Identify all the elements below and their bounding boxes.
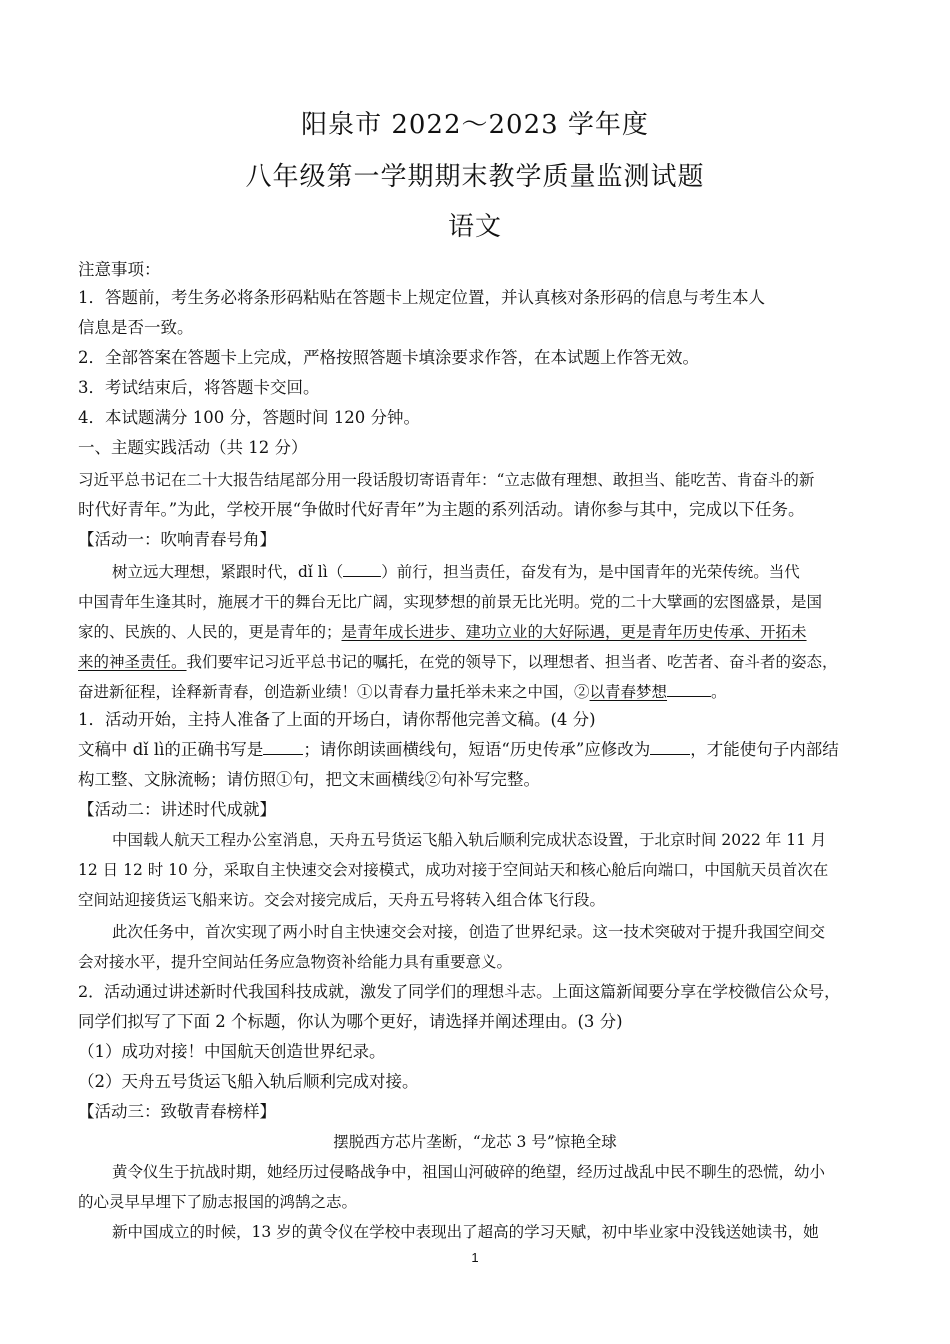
activity-2-heading: 【活动二：讲述时代成就】: [78, 800, 276, 819]
answer-blank[interactable]: [343, 562, 381, 577]
passage-1-line-3: [78, 622, 878, 642]
question-1-text: ；请你朗读画横线句，短语“历史传承”应修改为: [303, 740, 651, 759]
exam-title-subject: 语文: [447, 212, 502, 242]
underlined-sentence: 来的神圣责任。: [78, 653, 187, 671]
article-title: 摆脱西方芯片垄断，“龙芯 3 号”惊艳全球: [333, 1133, 617, 1151]
answer-blank[interactable]: [263, 740, 303, 755]
notice-item-4: 4．本试题满分 100 分，答题时间 120 分钟。: [78, 408, 420, 427]
activity-3-heading: 【活动三：致敬青春榜样】: [78, 1102, 276, 1121]
news-line-2: 12 日 12 时 10 分，采取自主快速交会对接模式，成功对接于空间站天和核心舱后向端口，中国航天员首次在: [78, 861, 829, 879]
question-1-line-1: [78, 740, 878, 760]
option-1: （1）成功对接！中国航天创造世界纪录。: [78, 1042, 386, 1061]
underlined-sentence: 是青年成长进步、建功立业的大好际遇，更是青年历史传承、开拓未: [341, 623, 807, 641]
passage-1-line-5: [78, 682, 878, 702]
passage-1-text: 树立远大理想，紧跟时代，dǐ lì（: [112, 563, 344, 581]
news-line-1: 中国载人航天工程办公室消息，天舟五号货运飞船入轨后顺利完成状态设置，于北京时间 2022 年 11 月: [112, 831, 827, 849]
passage-1-text: 家的、民族的、人民的，更是青年的；: [78, 623, 342, 641]
news-line-3: 空间站迎接货运飞船来访。交会对接完成后，天舟五号将转入组合体飞行段。: [78, 891, 606, 909]
underlined-sentence-2: 以青春梦想: [589, 683, 668, 701]
activity-1-heading: 【活动一：吹响青春号角】: [78, 530, 276, 549]
passage-1-text: 我们要牢记习近平总书记的嘱托，在党的领导下，以理想者、担当者、吃苦者、奋斗者的姿态，: [186, 653, 838, 671]
passage-1-text: 。: [711, 683, 727, 701]
news-line-4: 此次任务中，首次实现了两小时自主快速交会对接，创造了世界纪录。这一技术突破对于提升我国空间交: [112, 923, 826, 941]
exam-title-grade-term: 八年级第一学期期末教学质量监测试题: [245, 162, 705, 192]
intro-line-2: 时代好青年。”为此，学校开展“争做时代好青年”为主题的系列活动。请你参与其中，完成以下任务。: [78, 500, 805, 519]
news-line-5: 会对接水平，提升空间站任务应急物资补给能力具有重要意义。: [78, 953, 513, 971]
option-2: （2）天舟五号货运飞船入轨后顺利完成对接。: [78, 1072, 419, 1091]
passage-1-line-4: [78, 652, 878, 672]
question-1-text: 文稿中 dǐ lì的正确书写是: [78, 740, 264, 759]
question-1-line-2: 构工整、文脉流畅；请仿照①句，把文末画横线②句补写完整。: [78, 770, 540, 789]
question-2: 2．活动通过讲述新时代我国科技成就，激发了同学们的理想斗志。上面这篇新闻要分享在学校微信公众号，: [78, 982, 841, 1001]
question-1: 1．活动开始，主持人准备了上面的开场白，请你帮他完善文稿。(4 分): [78, 710, 596, 729]
section-1-heading: 一、主题实践活动（共 12 分）: [78, 438, 308, 457]
intro-line-1: 习近平总书记在二十大报告结尾部分用一段话殷切寄语青年：“立志做有理想、敢担当、能吃苦、肯奋斗的新: [78, 471, 815, 489]
article-line-3: 新中国成立的时候，13 岁的黄令仪在学校中表现出了超高的学习天赋，初中毕业家中没钱送她读书，她: [112, 1223, 819, 1241]
passage-1-text: 奋进新征程，诠释新青春，创造新业绩！①以青春力量托举未来之中国，②: [78, 683, 590, 701]
answer-blank[interactable]: [650, 740, 690, 755]
notice-item-1-cont: 信息是否一致。: [78, 318, 194, 337]
passage-1-text: ）前行，担当责任，奋发有为，是中国青年的光荣传统。当代: [381, 563, 800, 581]
question-2-cont: 同学们拟写了下面 2 个标题，你认为哪个更好，请选择并阐述理由。(3 分): [78, 1012, 623, 1031]
answer-blank[interactable]: [667, 682, 711, 697]
exam-title-region-year: 阳泉市 2022～2023 学年度: [301, 110, 649, 140]
notice-item-3: 3．考试结束后，将答题卡交回。: [78, 378, 320, 397]
notice-item-1: 1．答题前，考生务必将条形码粘贴在答题卡上规定位置，并认真核对条形码的信息与考生本人: [78, 288, 765, 307]
article-line-1: 黄令仪生于抗战时期，她经历过侵略战争中，祖国山河破碎的绝望，经历过战乱中民不聊生的恐慌，幼小: [112, 1163, 826, 1181]
notice-heading: 注意事项：: [78, 260, 161, 279]
passage-1-line-2: 中国青年生逢其时，施展才干的舞台无比广阔，实现梦想的前景无比光明。党的二十大擘画的宏图盛景，是国: [78, 593, 823, 611]
passage-1-line-1: [112, 562, 912, 582]
page-number: 1: [471, 1250, 479, 1265]
notice-item-2: 2．全部答案在答题卡上完成，严格按照答题卡填涂要求作答，在本试题上作答无效。: [78, 348, 699, 367]
question-1-text: ，才能使句子内部结: [690, 740, 839, 759]
article-line-2: 的心灵早早埋下了励志报国的鸿鹄之志。: [78, 1193, 358, 1211]
